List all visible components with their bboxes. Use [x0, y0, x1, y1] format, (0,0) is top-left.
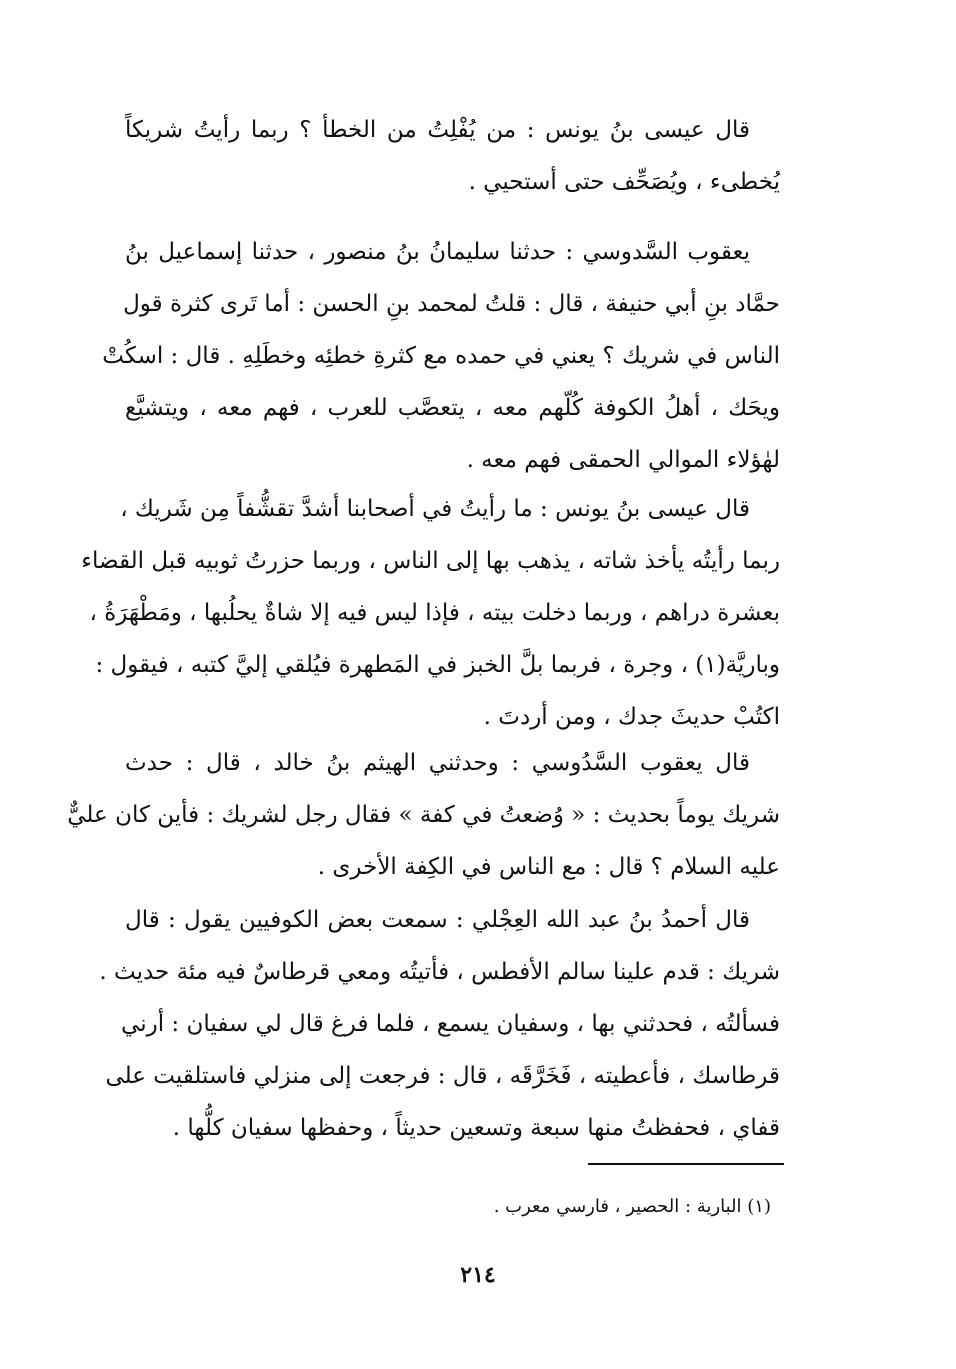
page-number: ٢١٤: [460, 1262, 496, 1288]
text-line: لهٰؤلاء الموالي الحمقى فهم معه .: [466, 447, 780, 473]
text-line: يُخطىء ، ويُصَحِّف حتى أستحيي .: [468, 169, 780, 195]
paragraph-4: [67, 737, 780, 893]
text-line: قرطاسك ، فأعطيته ، فَخَرَّقَه ، قال : فرجعت إلى منزلي فاستلقيت على: [105, 1063, 780, 1089]
text-line: يعقوب السَّدوسي : حدثنا سليمانُ بنُ منصور ، حدثنا إسماعيل بنُ: [125, 239, 750, 265]
text-line: شريك : قدم علينا سالم الأفطس ، فأتيتُه ومعي قرطاسٌ فيه مئة حديث .: [99, 959, 780, 985]
text-line: حمَّاد بنِ أبي حنيفة ، قال : قلتُ لمحمد بنِ الحسن : أما تَرى كثرة قول: [123, 291, 780, 317]
text-line: قال عيسى بنُ يونس : من يُفْلِتُ من الخطأ ؟ ربما رأيتُ شريكاً: [125, 117, 750, 143]
paragraph-2: [102, 226, 781, 486]
text-line: شريك يوماً بحديث : « وُضعتُ في كفة » فقال رجل لشريك : فأين كان عليٌّ: [67, 802, 780, 828]
text-line: وباريَّة(١) ، وجرة ، فربما بلَّ الخبز في المَطهرة فيُلقي إليَّ كتبه ، فيقول :: [95, 652, 780, 678]
paragraph-5: [99, 894, 780, 1154]
text-line: ويحَك ، أهلُ الكوفة كُلّهم معه ، يتعصَّب للعرب ، فهم معه ، ويتشيَّع: [125, 395, 781, 421]
text-line: قال يعقوب السَّدُوسي : وحدثني الهيثم بنُ خالد ، قال : حدث: [125, 750, 750, 776]
text-line: بعشرة دراهم ، وربما دخلت بيته ، فإذا ليس فيه إلا شاةٌ يحلُبها ، ومَطْهَرَةُ ،: [89, 600, 780, 626]
text-line: قفاي ، فحفظتُ منها سبعة وتسعين حديثاً ، وحفظها سفيان كلُّها .: [172, 1115, 780, 1141]
text-line: قال أحمدُ بنُ عبد الله العِجْلي : سمعت بعض الكوفيين يقول : قال: [125, 907, 750, 933]
text-line: ربما رأيتُه يأخذ شاته ، يذهب بها إلى الناس ، وربما حزرتُ ثوبيه قبل القضاء: [81, 548, 780, 574]
footnote: (١) البارية : الحصير ، فارسي معرب .: [493, 1196, 771, 1217]
text-line: عليه السلام ؟ قال : مع الناس في الكِفة الأخرى .: [317, 854, 780, 880]
footnote-divider: [588, 1163, 784, 1165]
paragraph-1: [125, 104, 780, 208]
text-line: فسألتُه ، فحدثني بها ، وسفيان يسمع ، فلما فرغ قال لي سفيان : أرني: [121, 1011, 780, 1037]
paragraph-3: [81, 483, 780, 743]
text-line: قال عيسى بنُ يونس : ما رأيتُ في أصحابنا أشدَّ تقشُّفاً مِن شَريك ،: [120, 496, 750, 522]
text-line: اكتُبْ حديثَ جدك ، ومن أردتَ .: [483, 704, 780, 730]
text-line: الناس في شريك ؟ يعني في حمده مع كثرةِ خطئِه وخطَلِهِ . قال : اسكُتْ: [102, 343, 780, 369]
